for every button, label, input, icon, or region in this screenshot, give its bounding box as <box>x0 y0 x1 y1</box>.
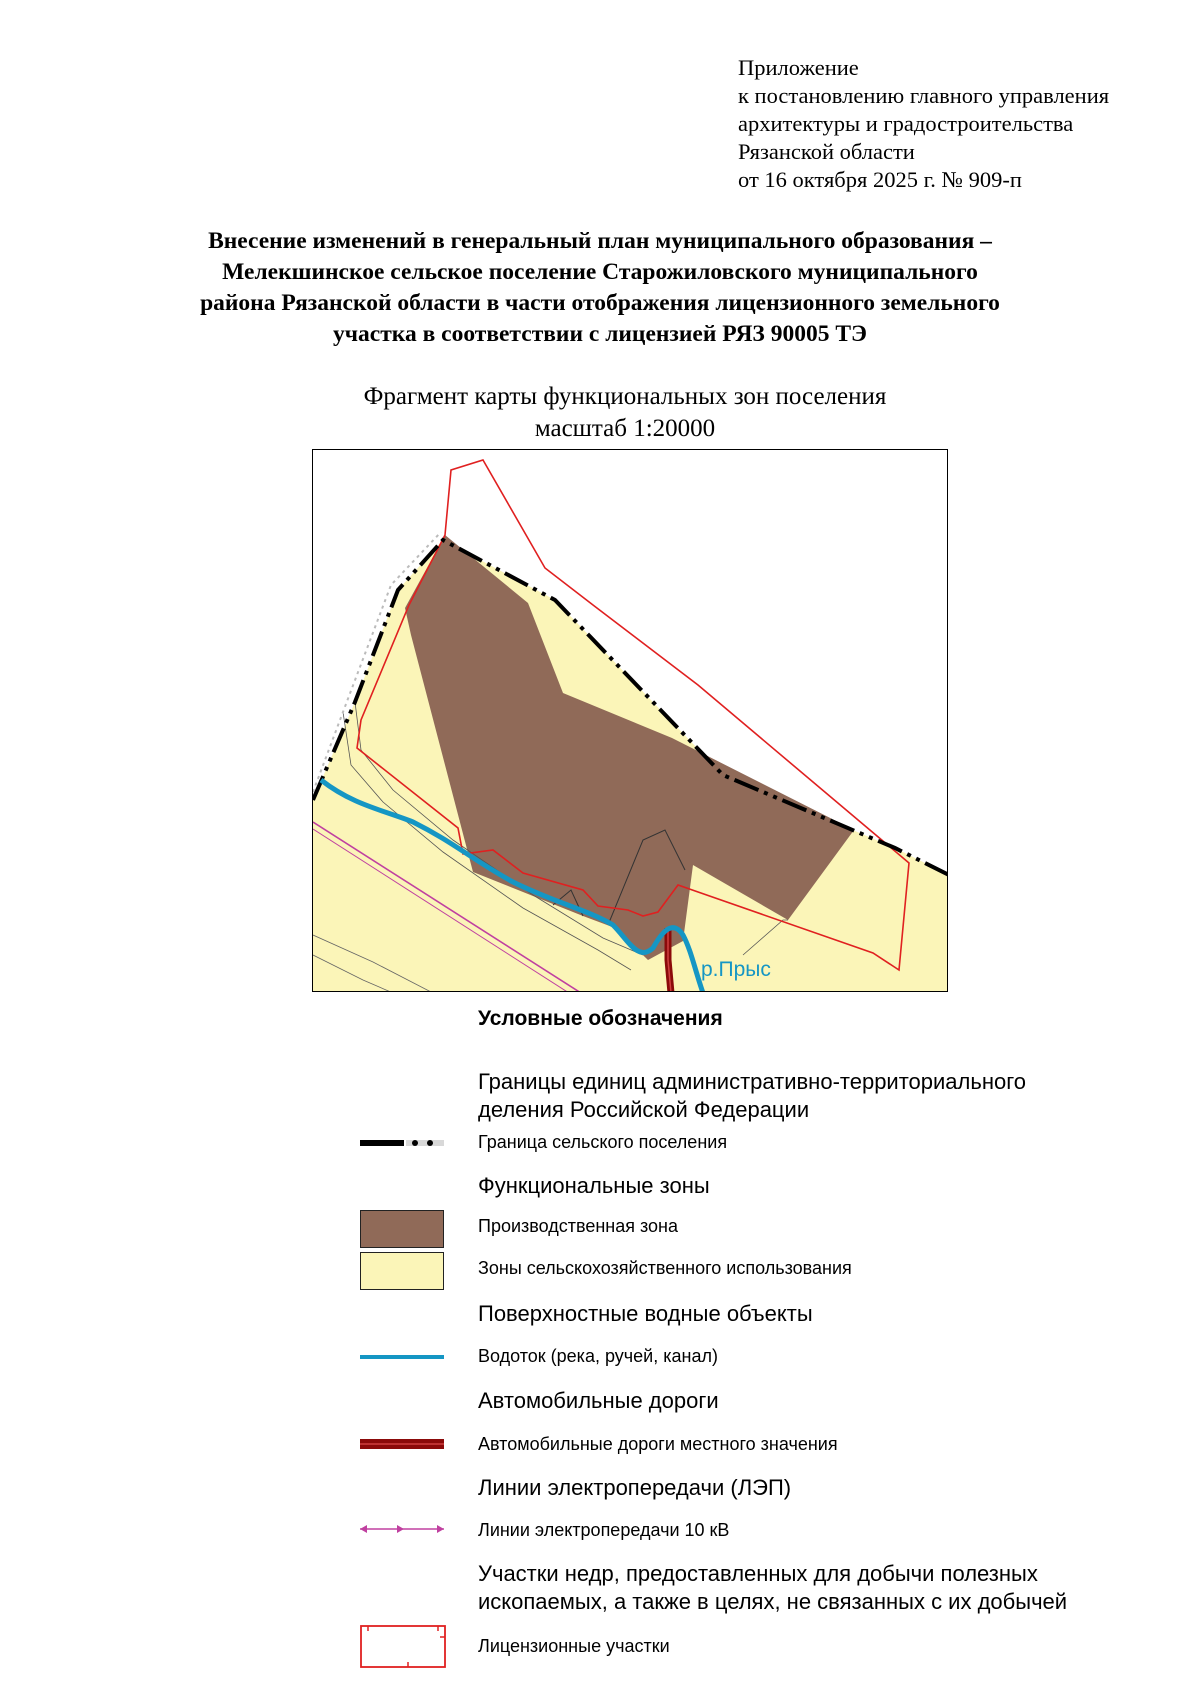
yellow-fill-swatch-icon <box>360 1252 444 1290</box>
map-title-text: Фрагмент карты функциональных зон поселения <box>363 383 887 410</box>
legend-item-power-lines: Линии электропередачи 10 кВ <box>478 1520 730 1540</box>
annex-line: к постановлению главного управления <box>738 83 1110 108</box>
legend-group-title-line: деления Российской Федерации <box>478 1097 810 1122</box>
map-title <box>250 381 1000 445</box>
annex-date-line: от 16 октября 2025 г. № 909-п <box>738 167 1022 192</box>
map-scale-text: масштаб 1:20000 <box>534 415 716 442</box>
annex-line: Приложение <box>738 55 859 80</box>
legend-item-watercourse: Водоток (река, ручей, канал) <box>478 1346 718 1366</box>
document-title-line: Внесение изменений в генеральный план муниципального образования – <box>208 228 992 254</box>
legend-group-subsoil <box>478 1560 1067 1616</box>
river-label: р.Прыс <box>701 958 771 981</box>
legend-title: Условные обозначения <box>478 1007 723 1030</box>
annex-line: архитектуры и градостроительства <box>738 111 1074 136</box>
magenta-arrow-line-icon <box>360 1523 444 1535</box>
legend-item-agricultural-zone: Зоны сельскохозяйственного использования <box>478 1258 852 1278</box>
map-fragment <box>312 449 948 992</box>
annex-header <box>738 54 1178 194</box>
red-outline-rectangle-icon <box>360 1625 446 1669</box>
legend-item-production-zone: Производственная зона <box>478 1216 679 1236</box>
map-canvas <box>313 450 948 992</box>
legend-group-title-line: ископаемых, а также в целях, не связанных с их добычей <box>478 1589 1068 1614</box>
legend-group-roads: Автомобильные дороги <box>478 1388 719 1413</box>
legend-group-power: Линии электропередачи (ЛЭП) <box>478 1475 792 1500</box>
dark-red-double-line-icon <box>360 1437 444 1451</box>
legend-group-zones: Функциональные зоны <box>478 1173 710 1198</box>
document-title-line: участка в соответствии с лицензией РЯЗ 90005 ТЭ <box>333 321 867 347</box>
annex-line: Рязанской области <box>738 139 915 164</box>
legend-group-admin <box>478 1068 1026 1124</box>
document-title-line: Мелекшинское сельское поселение Старожиловского муниципального <box>222 259 978 285</box>
legend-group-title-line: Участки недр, предоставленных для добычи полезных <box>478 1561 1038 1586</box>
legend-item-local-roads: Автомобильные дороги местного значения <box>478 1434 838 1454</box>
document-title-line: района Рязанской области в части отображения лицензионного земельного <box>200 290 1000 316</box>
brown-fill-swatch-icon <box>360 1210 444 1248</box>
document-title <box>150 226 1050 350</box>
legend-group-water: Поверхностные водные объекты <box>478 1301 813 1326</box>
legend-item-license-areas: Лицензионные участки <box>478 1636 670 1656</box>
legend-group-title-line: Границы единиц административно-территориального <box>478 1069 1027 1094</box>
dash-dot-border-line-icon <box>360 1136 446 1150</box>
blue-line-icon <box>360 1352 444 1362</box>
legend-item-settlement-border: Граница сельского поселения <box>478 1132 728 1152</box>
